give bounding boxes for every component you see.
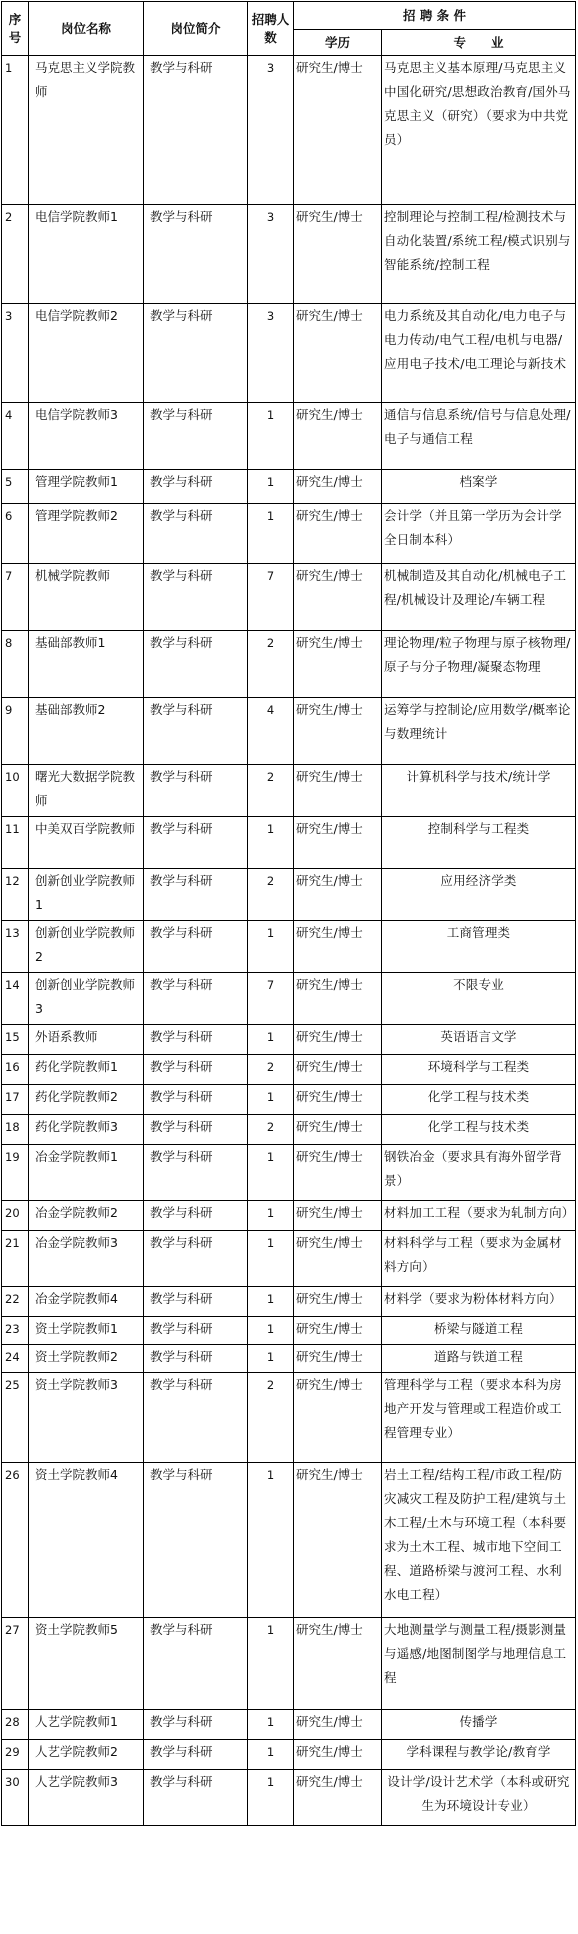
header-position-name: 岗位名称 (29, 2, 144, 56)
row-position-desc: 教学与科研 (144, 869, 248, 921)
row-count: 1 (248, 1287, 294, 1317)
row-position-desc: 教学与科研 (144, 56, 248, 205)
row-position-desc: 教学与科研 (144, 1115, 248, 1145)
row-education: 研究生/博士 (294, 1145, 382, 1201)
row-position-name: 资土学院教师1 (29, 1317, 144, 1345)
recruitment-table (1, 1, 576, 1826)
row-index: 29 (2, 1740, 29, 1770)
row-count: 1 (248, 921, 294, 973)
row-position-desc: 教学与科研 (144, 973, 248, 1025)
row-education: 研究生/博士 (294, 1710, 382, 1740)
row-major: 化学工程与技术类 (382, 1085, 576, 1115)
table-row (2, 1115, 576, 1145)
row-count: 4 (248, 698, 294, 765)
row-major: 设计学/设计艺术学（本科或研究生为环境设计专业） (382, 1770, 576, 1826)
row-index: 18 (2, 1115, 29, 1145)
row-index: 21 (2, 1231, 29, 1287)
row-position-name: 基础部教师2 (29, 698, 144, 765)
row-major: 岩土工程/结构工程/市政工程/防灾减灾工程及防护工程/建筑与土木工程/土木与环境工程（本科要求为土木工程、城市地下空间工程、道路桥梁与渡河工程、水利水电工程） (382, 1463, 576, 1618)
row-position-desc: 教学与科研 (144, 1373, 248, 1463)
row-position-name: 机械学院教师 (29, 564, 144, 631)
header-conditions: 招 聘 条 件 (294, 2, 576, 30)
row-position-name: 创新创业学院教师1 (29, 869, 144, 921)
row-position-name: 管理学院教师1 (29, 470, 144, 504)
row-major: 运筹学与控制论/应用数学/概率论与数理统计 (382, 698, 576, 765)
row-index: 15 (2, 1025, 29, 1055)
row-education: 研究生/博士 (294, 403, 382, 470)
row-education: 研究生/博士 (294, 817, 382, 869)
row-major: 通信与信息系统/信号与信息处理/电子与通信工程 (382, 403, 576, 470)
row-major: 道路与铁道工程 (382, 1345, 576, 1373)
row-education: 研究生/博士 (294, 1085, 382, 1115)
row-position-name: 人艺学院教师3 (29, 1770, 144, 1826)
row-major: 电力系统及其自动化/电力电子与电力传动/电气工程/电机与电器/应用电子技术/电工理论与新技术 (382, 304, 576, 403)
row-position-desc: 教学与科研 (144, 631, 248, 698)
row-major: 材料学（要求为粉体材料方向） (382, 1287, 576, 1317)
row-position-name: 冶金学院教师1 (29, 1145, 144, 1201)
row-major: 机械制造及其自动化/机械电子工程/机械设计及理论/车辆工程 (382, 564, 576, 631)
row-major: 传播学 (382, 1710, 576, 1740)
row-education: 研究生/博士 (294, 56, 382, 205)
row-major: 控制理论与控制工程/检测技术与自动化装置/系统工程/模式识别与智能系统/控制工程 (382, 205, 576, 304)
row-count: 1 (248, 1085, 294, 1115)
row-count: 3 (248, 304, 294, 403)
table-row (2, 869, 576, 921)
row-position-desc: 教学与科研 (144, 1201, 248, 1231)
table-row (2, 1740, 576, 1770)
row-education: 研究生/博士 (294, 205, 382, 304)
row-education: 研究生/博士 (294, 1373, 382, 1463)
row-position-name: 中美双百学院教师 (29, 817, 144, 869)
row-education: 研究生/博士 (294, 1740, 382, 1770)
row-index: 8 (2, 631, 29, 698)
row-position-desc: 教学与科研 (144, 564, 248, 631)
row-position-name: 人艺学院教师1 (29, 1710, 144, 1740)
row-position-name: 冶金学院教师2 (29, 1201, 144, 1231)
row-index: 25 (2, 1373, 29, 1463)
row-major: 马克思主义基本原理/马克思主义中国化研究/思想政治教育/国外马克思主义（研究）（要求为中共党员） (382, 56, 576, 205)
row-position-desc: 教学与科研 (144, 1287, 248, 1317)
row-index: 2 (2, 205, 29, 304)
row-index: 1 (2, 56, 29, 205)
row-education: 研究生/博士 (294, 1287, 382, 1317)
row-index: 24 (2, 1345, 29, 1373)
row-education: 研究生/博士 (294, 765, 382, 817)
row-count: 1 (248, 504, 294, 564)
table-row (2, 1231, 576, 1287)
row-count: 1 (248, 817, 294, 869)
row-count: 1 (248, 403, 294, 470)
table-row (2, 564, 576, 631)
row-index: 16 (2, 1055, 29, 1085)
row-count: 1 (248, 1201, 294, 1231)
row-major: 计算机科学与技术/统计学 (382, 765, 576, 817)
row-major: 英语语言文学 (382, 1025, 576, 1055)
table-row (2, 1317, 576, 1345)
table-row (2, 1618, 576, 1710)
row-position-name: 创新创业学院教师2 (29, 921, 144, 973)
row-education: 研究生/博士 (294, 869, 382, 921)
row-major: 钢铁冶金（要求具有海外留学背景） (382, 1145, 576, 1201)
row-position-desc: 教学与科研 (144, 921, 248, 973)
header-row (2, 2, 576, 30)
table-row (2, 504, 576, 564)
row-count: 1 (248, 1317, 294, 1345)
row-major: 理论物理/粒子物理与原子核物理/原子与分子物理/凝聚态物理 (382, 631, 576, 698)
table-body (2, 56, 576, 1826)
row-index: 6 (2, 504, 29, 564)
row-index: 4 (2, 403, 29, 470)
row-count: 1 (248, 1710, 294, 1740)
row-position-name: 药化学院教师2 (29, 1085, 144, 1115)
row-education: 研究生/博士 (294, 304, 382, 403)
row-index: 26 (2, 1463, 29, 1618)
row-position-desc: 教学与科研 (144, 1770, 248, 1826)
row-major: 化学工程与技术类 (382, 1115, 576, 1145)
table-row (2, 1201, 576, 1231)
row-major: 材料加工工程（要求为轧制方向） (382, 1201, 576, 1231)
table-row (2, 1463, 576, 1618)
row-index: 14 (2, 973, 29, 1025)
row-count: 1 (248, 1025, 294, 1055)
row-index: 10 (2, 765, 29, 817)
row-position-name: 创新创业学院教师3 (29, 973, 144, 1025)
row-index: 17 (2, 1085, 29, 1115)
row-position-desc: 教学与科研 (144, 1463, 248, 1618)
row-count: 1 (248, 1231, 294, 1287)
row-index: 3 (2, 304, 29, 403)
row-education: 研究生/博士 (294, 1618, 382, 1710)
row-position-name: 资土学院教师5 (29, 1618, 144, 1710)
row-count: 1 (248, 1770, 294, 1826)
table-row (2, 765, 576, 817)
table-row (2, 817, 576, 869)
row-index: 27 (2, 1618, 29, 1710)
row-position-name: 资土学院教师4 (29, 1463, 144, 1618)
row-education: 研究生/博士 (294, 631, 382, 698)
row-education: 研究生/博士 (294, 921, 382, 973)
row-position-name: 冶金学院教师3 (29, 1231, 144, 1287)
row-education: 研究生/博士 (294, 1231, 382, 1287)
row-index: 22 (2, 1287, 29, 1317)
row-position-desc: 教学与科研 (144, 470, 248, 504)
row-major: 控制科学与工程类 (382, 817, 576, 869)
row-position-desc: 教学与科研 (144, 1025, 248, 1055)
row-education: 研究生/博士 (294, 973, 382, 1025)
row-education: 研究生/博士 (294, 1463, 382, 1618)
table-row (2, 304, 576, 403)
header-position-desc: 岗位简介 (144, 2, 248, 56)
row-major: 材料科学与工程（要求为金属材料方向） (382, 1231, 576, 1287)
table-row (2, 921, 576, 973)
row-education: 研究生/博士 (294, 1317, 382, 1345)
header-index: 序号 (2, 2, 29, 56)
row-index: 9 (2, 698, 29, 765)
table-row (2, 205, 576, 304)
row-count: 2 (248, 869, 294, 921)
row-education: 研究生/博士 (294, 1055, 382, 1085)
row-index: 7 (2, 564, 29, 631)
row-count: 3 (248, 56, 294, 205)
row-count: 2 (248, 1115, 294, 1145)
row-position-desc: 教学与科研 (144, 1231, 248, 1287)
row-position-name: 基础部教师1 (29, 631, 144, 698)
row-position-desc: 教学与科研 (144, 1740, 248, 1770)
row-position-name: 马克思主义学院教师 (29, 56, 144, 205)
row-major: 大地测量学与测量工程/摄影测量与遥感/地图制图学与地理信息工程 (382, 1618, 576, 1710)
row-index: 28 (2, 1710, 29, 1740)
row-position-desc: 教学与科研 (144, 1085, 248, 1115)
row-position-name: 资土学院教师3 (29, 1373, 144, 1463)
row-position-name: 曙光大数据学院教师 (29, 765, 144, 817)
table-row (2, 1345, 576, 1373)
row-education: 研究生/博士 (294, 1025, 382, 1055)
row-count: 1 (248, 1618, 294, 1710)
row-position-desc: 教学与科研 (144, 1710, 248, 1740)
table-row (2, 698, 576, 765)
row-position-desc: 教学与科研 (144, 1345, 248, 1373)
row-position-desc: 教学与科研 (144, 1145, 248, 1201)
row-major: 不限专业 (382, 973, 576, 1025)
row-count: 1 (248, 1345, 294, 1373)
row-position-name: 电信学院教师3 (29, 403, 144, 470)
row-position-name: 冶金学院教师4 (29, 1287, 144, 1317)
row-position-desc: 教学与科研 (144, 698, 248, 765)
row-count: 1 (248, 1145, 294, 1201)
row-index: 30 (2, 1770, 29, 1826)
table-row (2, 1085, 576, 1115)
row-count: 1 (248, 470, 294, 504)
row-index: 20 (2, 1201, 29, 1231)
row-education: 研究生/博士 (294, 698, 382, 765)
row-index: 23 (2, 1317, 29, 1345)
table-row (2, 973, 576, 1025)
row-major: 环境科学与工程类 (382, 1055, 576, 1085)
row-position-desc: 教学与科研 (144, 504, 248, 564)
row-position-desc: 教学与科研 (144, 403, 248, 470)
row-position-name: 外语系教师 (29, 1025, 144, 1055)
table-row (2, 1025, 576, 1055)
row-position-name: 药化学院教师3 (29, 1115, 144, 1145)
row-count: 2 (248, 765, 294, 817)
row-position-desc: 教学与科研 (144, 1317, 248, 1345)
table-row (2, 470, 576, 504)
row-position-name: 管理学院教师2 (29, 504, 144, 564)
row-index: 19 (2, 1145, 29, 1201)
table-row (2, 56, 576, 205)
row-position-desc: 教学与科研 (144, 765, 248, 817)
row-position-name: 药化学院教师1 (29, 1055, 144, 1085)
row-education: 研究生/博士 (294, 564, 382, 631)
table-row (2, 1373, 576, 1463)
row-count: 2 (248, 1055, 294, 1085)
row-position-name: 资土学院教师2 (29, 1345, 144, 1373)
table-row (2, 631, 576, 698)
table-row (2, 1710, 576, 1740)
header-count: 招聘人数 (248, 2, 294, 56)
table-row (2, 1145, 576, 1201)
header-major: 专 业 (382, 30, 576, 56)
row-education: 研究生/博士 (294, 1345, 382, 1373)
header-education: 学历 (294, 30, 382, 56)
row-count: 1 (248, 1740, 294, 1770)
row-major: 管理科学与工程（要求本科为房地产开发与管理或工程造价或工程管理专业） (382, 1373, 576, 1463)
row-position-name: 电信学院教师1 (29, 205, 144, 304)
row-major: 应用经济学类 (382, 869, 576, 921)
row-index: 11 (2, 817, 29, 869)
row-education: 研究生/博士 (294, 1201, 382, 1231)
row-education: 研究生/博士 (294, 504, 382, 564)
table-row (2, 1287, 576, 1317)
row-count: 2 (248, 631, 294, 698)
row-position-desc: 教学与科研 (144, 304, 248, 403)
row-major: 会计学（并且第一学历为会计学全日制本科） (382, 504, 576, 564)
row-count: 2 (248, 1373, 294, 1463)
row-major: 工商管理类 (382, 921, 576, 973)
row-count: 7 (248, 564, 294, 631)
row-position-desc: 教学与科研 (144, 1618, 248, 1710)
row-education: 研究生/博士 (294, 1115, 382, 1145)
table-row (2, 403, 576, 470)
row-position-name: 电信学院教师2 (29, 304, 144, 403)
row-index: 12 (2, 869, 29, 921)
row-position-desc: 教学与科研 (144, 1055, 248, 1085)
table-row (2, 1055, 576, 1085)
row-count: 7 (248, 973, 294, 1025)
row-position-desc: 教学与科研 (144, 205, 248, 304)
row-major: 桥梁与隧道工程 (382, 1317, 576, 1345)
row-major: 学科课程与教学论/教育学 (382, 1740, 576, 1770)
row-position-name: 人艺学院教师2 (29, 1740, 144, 1770)
row-major: 档案学 (382, 470, 576, 504)
row-position-desc: 教学与科研 (144, 817, 248, 869)
row-count: 1 (248, 1463, 294, 1618)
row-education: 研究生/博士 (294, 470, 382, 504)
row-education: 研究生/博士 (294, 1770, 382, 1826)
row-count: 3 (248, 205, 294, 304)
table-row (2, 1770, 576, 1826)
row-index: 13 (2, 921, 29, 973)
row-index: 5 (2, 470, 29, 504)
